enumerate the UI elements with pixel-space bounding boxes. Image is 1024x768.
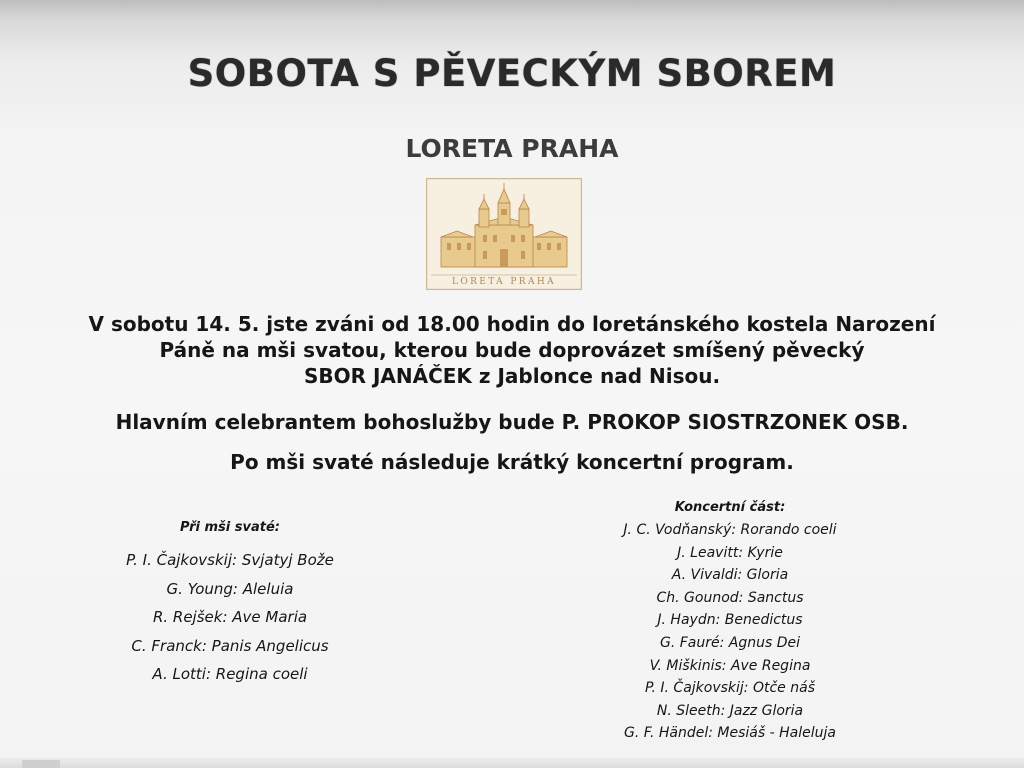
concert-program-heading: Koncertní část: xyxy=(674,500,786,515)
invitation-line: Páně na mši svatou, kterou bude doprovázet smíšený pěvecký xyxy=(159,338,865,362)
program-item: J. C. Vodňanský: Rorando coeli xyxy=(623,522,837,538)
program-item: V. Miškinis: Ave Regina xyxy=(649,657,811,674)
poster-subtitle: LORETA PRAHA xyxy=(405,134,619,163)
program-item: A. Vivaldi: Gloria xyxy=(671,567,789,584)
program-item: G. Fauré: Agnus Dei xyxy=(659,634,801,651)
program-item: G. Young: Aleluia xyxy=(166,579,294,598)
loreta-building-illustration xyxy=(427,179,581,289)
wall-fixture xyxy=(22,760,60,768)
invitation-line: V sobotu 14. 5. jste zváni od 18.00 hodin do loretánského kostela Narození xyxy=(88,312,936,336)
celebrant-line: Hlavním celebrantem bohoslužby bude P. PROKOP SIOSTRZONEK OSB. xyxy=(115,410,909,434)
program-item: R. Rejšek: Ave Maria xyxy=(152,608,308,626)
after-mass-line: Po mši svaté následuje krátký koncertní program. xyxy=(230,450,794,474)
concert-program-list xyxy=(580,519,880,745)
program-item: J. Leavitt: Kyrie xyxy=(677,544,783,561)
concert-program xyxy=(580,498,880,745)
invitation-paragraph xyxy=(0,311,1024,389)
mass-program-heading: Při mši svaté: xyxy=(179,520,280,535)
mass-program-list xyxy=(90,546,370,689)
program-item: C. Franck: Panis Angelicus xyxy=(131,636,329,655)
program-item: A. Lotti: Regina coeli xyxy=(152,665,308,683)
logo-caption: LORETA PRAHA xyxy=(451,277,557,287)
program-item: G. F. Händel: Mesiáš - Haleluja xyxy=(624,725,836,742)
loreta-logo xyxy=(426,178,582,290)
mass-program xyxy=(90,518,370,689)
invitation-line: SBOR JANÁČEK z Jablonce nad Nisou. xyxy=(303,364,721,388)
poster-bottom-edge xyxy=(0,758,1024,768)
program-item: Ch. Gounod: Sanctus xyxy=(656,589,804,606)
program-item: N. Sleeth: Jazz Gloria xyxy=(656,702,804,719)
program-item: P. I. Čajkovskij: Otče náš xyxy=(644,680,815,697)
program-item: P. I. Čajkovskij: Svjatyj Bože xyxy=(126,551,334,569)
program-item: J. Haydn: Benedictus xyxy=(657,612,803,629)
poster-title: SOBOTA S PĚVECKÝM SBOREM xyxy=(187,52,837,95)
